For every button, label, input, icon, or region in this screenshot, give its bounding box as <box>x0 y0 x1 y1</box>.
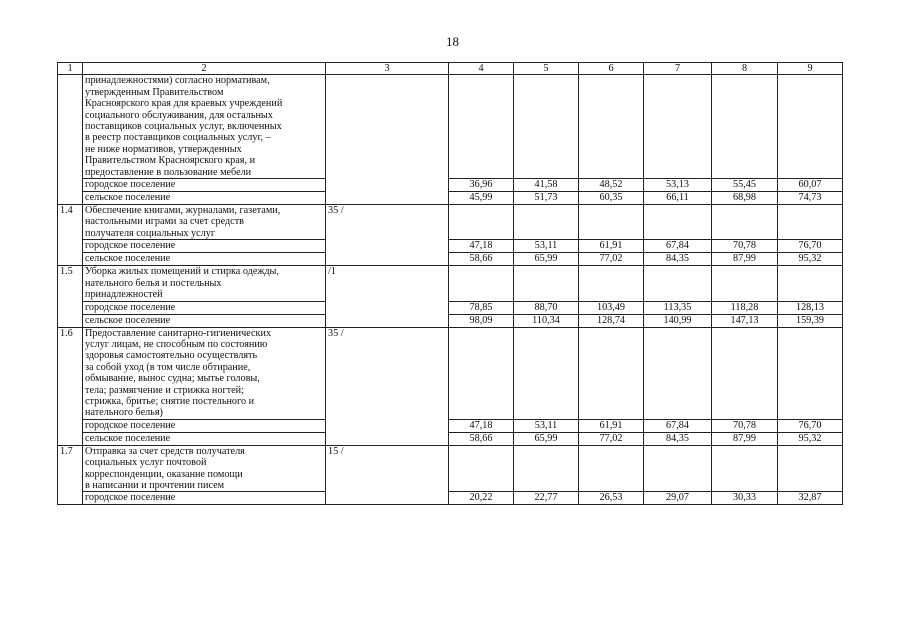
tariff-value: 76,70 <box>778 419 843 432</box>
description-line: предоставление в пользование мебели <box>85 166 252 178</box>
description-line: принадлежностями) согласно нормативам, <box>85 75 270 87</box>
tariff-value: 53,11 <box>514 419 579 432</box>
description-line: Уборка жилых помещений и стирка одежды, <box>85 266 279 278</box>
empty-cell <box>514 205 579 240</box>
settlement-label: городское поселение <box>83 240 326 253</box>
empty-cell <box>712 205 778 240</box>
tariff-value: 118,28 <box>712 301 778 314</box>
tariff-value: 60,35 <box>579 192 644 205</box>
settlement-label: сельское поселение <box>83 192 326 205</box>
service-row <box>58 205 843 240</box>
tariff-value: 88,70 <box>514 301 579 314</box>
tariff-value: 32,87 <box>778 492 843 505</box>
tariff-value: 98,09 <box>449 314 514 327</box>
settlement-row <box>58 301 843 314</box>
service-index: 1.6 <box>58 327 83 445</box>
tariff-value: 53,13 <box>644 179 712 192</box>
page-number: 18 <box>446 34 459 49</box>
tariff-value: 84,35 <box>644 432 712 445</box>
settlement-row <box>58 314 843 327</box>
description-line: поставщиков социальных услуг, включенных <box>85 121 282 133</box>
settlement-row <box>58 192 843 205</box>
empty-cell <box>449 445 514 492</box>
tariff-value: 77,02 <box>579 432 644 445</box>
description-line: не ниже нормативов, утвержденных <box>85 143 242 155</box>
empty-cell <box>778 327 843 419</box>
description-line: услуг лицам, не способным по состоянию <box>85 338 268 350</box>
empty-cell <box>449 327 514 419</box>
description-line: корреспонденции, оказание помощи <box>85 468 243 480</box>
service-description <box>83 266 326 301</box>
service-unit: 35 / <box>326 205 449 266</box>
tariff-value: 65,99 <box>514 253 579 266</box>
tariff-value: 26,53 <box>579 492 644 505</box>
settlement-row <box>58 179 843 192</box>
service-index <box>58 75 83 205</box>
tariff-value: 87,99 <box>712 432 778 445</box>
service-unit: 15 / <box>326 445 449 505</box>
description-line: настольными играми за счет средств <box>85 216 244 228</box>
description-line: принадлежностей <box>85 289 163 301</box>
tariff-value: 48,52 <box>579 179 644 192</box>
tariff-value: 58,66 <box>449 253 514 266</box>
empty-cell <box>449 205 514 240</box>
tariff-value: 29,07 <box>644 492 712 505</box>
empty-cell <box>778 266 843 301</box>
column-header: 1 <box>58 63 83 75</box>
empty-cell <box>514 266 579 301</box>
description-line: тела; размягчение и стрижка ногтей; <box>85 384 244 396</box>
tariff-value: 70,78 <box>712 240 778 253</box>
description-line: Красноярского края для краевых учреждений <box>85 98 283 110</box>
tariff-value: 65,99 <box>514 432 579 445</box>
tariff-value: 60,07 <box>778 179 843 192</box>
tariff-value: 128,74 <box>579 314 644 327</box>
tariff-value: 22,77 <box>514 492 579 505</box>
tariff-value: 53,11 <box>514 240 579 253</box>
column-header: 7 <box>644 63 712 75</box>
description-line: в реестр поставщиков социальных услуг, – <box>85 132 271 144</box>
settlement-row <box>58 253 843 266</box>
description-line: нательного белья) <box>85 407 163 419</box>
service-row <box>58 327 843 419</box>
column-header: 9 <box>778 63 843 75</box>
description-line: утвержденным Правительством <box>85 86 224 98</box>
tariff-value: 103,49 <box>579 301 644 314</box>
tariff-value: 110,34 <box>514 314 579 327</box>
tariff-value: 61,91 <box>579 240 644 253</box>
service-index: 1.7 <box>58 445 83 505</box>
empty-cell <box>449 75 514 179</box>
tariff-value: 58,66 <box>449 432 514 445</box>
empty-cell <box>712 327 778 419</box>
empty-cell <box>778 205 843 240</box>
settlement-row <box>58 432 843 445</box>
empty-cell <box>644 327 712 419</box>
service-unit: /1 <box>326 266 449 327</box>
empty-cell <box>644 205 712 240</box>
settlement-label: городское поселение <box>83 301 326 314</box>
empty-cell <box>579 327 644 419</box>
empty-cell <box>644 445 712 492</box>
empty-cell <box>514 445 579 492</box>
tariff-value: 51,73 <box>514 192 579 205</box>
tariff-value: 47,18 <box>449 419 514 432</box>
tariff-value: 67,84 <box>644 240 712 253</box>
description-line: Отправка за счет средств получателя <box>85 445 245 457</box>
empty-cell <box>579 266 644 301</box>
settlement-row <box>58 492 843 505</box>
empty-cell <box>712 445 778 492</box>
description-line: в написании и прочтении писем <box>85 479 225 491</box>
empty-cell <box>644 75 712 179</box>
service-description <box>83 205 326 240</box>
tariff-value: 87,99 <box>712 253 778 266</box>
description-line: Правительством Красноярского края, и <box>85 155 256 167</box>
service-row <box>58 75 843 179</box>
empty-cell <box>449 266 514 301</box>
tariff-value: 76,70 <box>778 240 843 253</box>
description-line: социального обслуживания, для остальных <box>85 109 273 121</box>
empty-cell <box>712 266 778 301</box>
tariff-value: 66,11 <box>644 192 712 205</box>
settlement-label: городское поселение <box>83 419 326 432</box>
service-index: 1.4 <box>58 205 83 266</box>
description-line: обмывание, вынос судна; мытье головы, <box>85 373 260 385</box>
settlement-label: сельское поселение <box>83 253 326 266</box>
empty-cell <box>712 75 778 179</box>
settlement-row <box>58 240 843 253</box>
service-unit <box>326 75 449 205</box>
tariff-value: 140,99 <box>644 314 712 327</box>
description-line: социальных услуг почтовой <box>85 457 207 469</box>
tariff-value: 95,32 <box>778 253 843 266</box>
tariff-value: 36,96 <box>449 179 514 192</box>
tariff-value: 61,91 <box>579 419 644 432</box>
tariff-value: 41,58 <box>514 179 579 192</box>
column-header: 2 <box>83 63 326 75</box>
description-line: получателя социальных услуг <box>85 227 216 239</box>
empty-cell <box>778 75 843 179</box>
settlement-label: сельское поселение <box>83 314 326 327</box>
tariff-value: 67,84 <box>644 419 712 432</box>
settlement-label: городское поселение <box>83 179 326 192</box>
tariff-value: 68,98 <box>712 192 778 205</box>
service-description <box>83 327 326 419</box>
description-line: стрижка, бритье; снятие постельного и <box>85 395 255 407</box>
description-line: за собой уход (в том числе обтирание, <box>85 361 251 373</box>
tariff-value: 77,02 <box>579 253 644 266</box>
tariff-value: 159,39 <box>778 314 843 327</box>
tariff-value: 128,13 <box>778 301 843 314</box>
description-line: Предоставление санитарно-гигиенических <box>85 327 272 339</box>
settlement-row <box>58 419 843 432</box>
column-header: 4 <box>449 63 514 75</box>
empty-cell <box>514 75 579 179</box>
tariff-value: 84,35 <box>644 253 712 266</box>
column-header: 3 <box>326 63 449 75</box>
column-header: 5 <box>514 63 579 75</box>
service-description <box>83 445 326 492</box>
tariff-value: 113,35 <box>644 301 712 314</box>
column-header: 8 <box>712 63 778 75</box>
empty-cell <box>514 327 579 419</box>
tariff-value: 74,73 <box>778 192 843 205</box>
service-row <box>58 266 843 301</box>
service-index: 1.5 <box>58 266 83 327</box>
column-header: 6 <box>579 63 644 75</box>
tariff-value: 30,33 <box>712 492 778 505</box>
tariff-value: 70,78 <box>712 419 778 432</box>
service-row <box>58 445 843 492</box>
description-line: здоровья самостоятельно осуществлять <box>85 350 258 362</box>
service-description <box>83 75 326 179</box>
settlement-label: сельское поселение <box>83 432 326 445</box>
empty-cell <box>579 75 644 179</box>
tariff-value: 147,13 <box>712 314 778 327</box>
empty-cell <box>579 205 644 240</box>
tariff-value: 78,85 <box>449 301 514 314</box>
tariff-value: 47,18 <box>449 240 514 253</box>
empty-cell <box>644 266 712 301</box>
empty-cell <box>579 445 644 492</box>
tariff-value: 95,32 <box>778 432 843 445</box>
settlement-label: городское поселение <box>83 492 326 505</box>
description-line: Обеспечение книгами, журналами, газетами, <box>85 205 281 217</box>
description-line: нательного белья и постельных <box>85 277 222 289</box>
tariff-value: 20,22 <box>449 492 514 505</box>
service-unit: 35 / <box>326 327 449 445</box>
tariff-value: 45,99 <box>449 192 514 205</box>
table-header-row <box>58 63 843 75</box>
tariff-table <box>57 62 843 505</box>
tariff-value: 55,45 <box>712 179 778 192</box>
empty-cell <box>778 445 843 492</box>
